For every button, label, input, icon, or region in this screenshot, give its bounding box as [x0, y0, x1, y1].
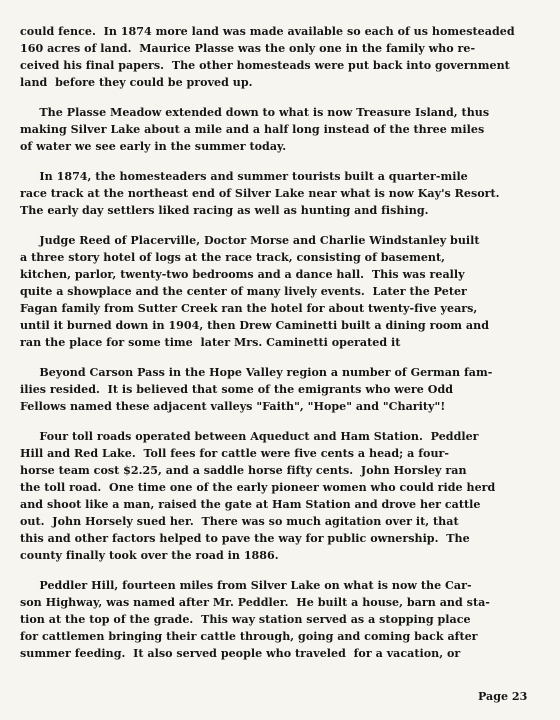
text-line: The early day settlers liked racing as well as hunting and fishing.: [20, 204, 429, 217]
text-line: Hill and Red Lake. Toll fees for cattle were five cents a head; a four-: [20, 447, 450, 460]
text-line: land before they could be proved up.: [20, 76, 253, 89]
text-line: race track at the northeast end of Silver Lake near what is now Kay's Resort.: [20, 187, 500, 200]
text-line: Fagan family from Sutter Creek ran the hotel for about twenty-five years,: [20, 302, 478, 315]
text-line: Peddler Hill, fourteen miles from Silver Lake on what is now the Car-: [20, 579, 472, 592]
text-line: ceived his final papers. The other homesteads were put back into government: [20, 59, 510, 72]
text-line: ran the place for some time later Mrs. Caminetti operated it: [20, 336, 401, 349]
text-line: Four toll roads operated between Aqueduct and Ham Station. Peddler: [20, 430, 479, 443]
text-line: of water we see early in the summer today.: [20, 140, 287, 153]
text-line: Fellows named these adjacent valleys "Faith", "Hope" and "Charity"!: [20, 400, 446, 413]
paragraph: [20, 577, 540, 662]
paragraph: [20, 232, 540, 351]
text-line: out. John Horsely sued her. There was so much agitation over it, that: [20, 515, 459, 528]
text-line: horse team cost $2.25, and a saddle horse fifty cents. John Horsley ran: [20, 464, 467, 477]
paragraph: [20, 168, 540, 219]
paragraph: [20, 364, 540, 415]
text-line: the toll road. One time one of the early pioneer women who could ride herd: [20, 481, 496, 494]
text-line: kitchen, parlor, twenty-two bedrooms and a dance hall. This was really: [20, 268, 465, 281]
paragraph: [20, 428, 540, 564]
paragraph: [20, 104, 540, 155]
text-line: Beyond Carson Pass in the Hope Valley region a number of German fam-: [20, 366, 493, 379]
text-line: son Highway, was named after Mr. Peddler. He built a house, barn and sta-: [20, 596, 490, 609]
document-body: [20, 23, 540, 675]
text-line: this and other factors helped to pave the way for public ownership. The: [20, 532, 470, 545]
text-line: The Plasse Meadow extended down to what is now Treasure Island, thus: [20, 106, 490, 119]
text-line: 160 acres of land. Maurice Plasse was the only one in the family who re-: [20, 42, 476, 55]
text-line: summer feeding. It also served people who traveled for a vacation, or: [20, 647, 461, 660]
page-number: Page 23: [478, 690, 528, 703]
text-line: quite a showplace and the center of many lively events. Later the Peter: [20, 285, 467, 298]
text-line: for cattlemen bringing their cattle through, going and coming back after: [20, 630, 478, 643]
text-line: Judge Reed of Placerville, Doctor Morse and Charlie Windstanley built: [20, 234, 480, 247]
text-line: In 1874, the homesteaders and summer tourists built a quarter-mile: [20, 170, 468, 183]
text-line: county finally took over the road in 1886.: [20, 549, 279, 562]
text-line: could fence. In 1874 more land was made available so each of us homesteaded: [20, 25, 515, 38]
text-line: and shoot like a man, raised the gate at Ham Station and drove her cattle: [20, 498, 481, 511]
text-line: until it burned down in 1904, then Drew Caminetti built a dining room and: [20, 319, 490, 332]
text-line: tion at the top of the grade. This way station served as a stopping place: [20, 613, 471, 626]
paragraph: [20, 23, 540, 91]
text-line: a three story hotel of logs at the race track, consisting of basement,: [20, 251, 446, 264]
text-line: ilies resided. It is believed that some of the emigrants who were Odd: [20, 383, 453, 396]
text-line: making Silver Lake about a mile and a half long instead of the three miles: [20, 123, 485, 136]
